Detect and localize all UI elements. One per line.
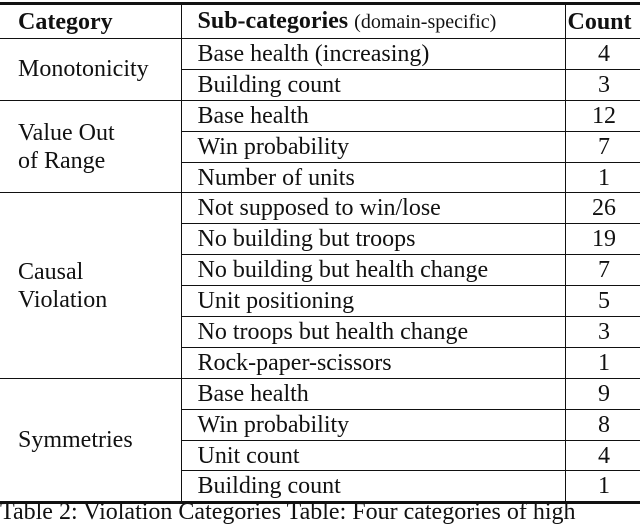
subcategory-cell: No building but troops xyxy=(181,224,565,255)
count-cell: 3 xyxy=(565,69,640,100)
subcategory-cell: Number of units xyxy=(181,162,565,193)
header-subcategories-note: (domain-specific) xyxy=(354,11,497,33)
category-cell: Symmetries xyxy=(0,378,181,503)
subcategory-cell: Win probability xyxy=(181,131,565,162)
count-cell: 26 xyxy=(565,193,640,224)
count-cell: 12 xyxy=(565,100,640,131)
count-cell: 1 xyxy=(565,162,640,193)
subcategory-cell: Building count xyxy=(181,471,565,503)
subcategory-cell: Building count xyxy=(181,69,565,100)
table-row xyxy=(0,193,640,224)
count-cell: 7 xyxy=(565,131,640,162)
subcategory-cell: Unit positioning xyxy=(181,286,565,317)
header-category: Category xyxy=(0,4,181,39)
table-row xyxy=(0,39,640,70)
violation-categories-table xyxy=(0,2,640,504)
count-cell: 9 xyxy=(565,378,640,409)
subcategory-cell: Win probability xyxy=(181,409,565,440)
count-cell: 4 xyxy=(565,440,640,471)
category-cell: Causal Violation xyxy=(0,193,181,378)
subcategory-cell: Rock-paper-scissors xyxy=(181,347,565,378)
count-cell: 4 xyxy=(565,39,640,70)
count-cell: 1 xyxy=(565,471,640,503)
header-subcategories xyxy=(181,4,565,39)
count-cell: 8 xyxy=(565,409,640,440)
header-count: Count xyxy=(565,4,640,39)
table-row xyxy=(0,378,640,409)
category-cell: Monotonicity xyxy=(0,39,181,101)
table-caption: Table 2: Violation Categories Table: Four categories of high xyxy=(0,499,576,525)
count-cell: 19 xyxy=(565,224,640,255)
count-cell: 3 xyxy=(565,317,640,348)
header-subcategories-label: Sub-categories xyxy=(197,8,349,34)
subcategory-cell: Base health xyxy=(181,378,565,409)
subcategory-cell: No troops but health change xyxy=(181,317,565,348)
category-cell: Value Out of Range xyxy=(0,100,181,193)
subcategory-cell: Base health xyxy=(181,100,565,131)
count-cell: 7 xyxy=(565,255,640,286)
subcategory-cell: Unit count xyxy=(181,440,565,471)
table-row xyxy=(0,100,640,131)
header-row xyxy=(0,4,640,39)
subcategory-cell: No building but health change xyxy=(181,255,565,286)
count-cell: 5 xyxy=(565,286,640,317)
subcategory-cell: Base health (increasing) xyxy=(181,39,565,70)
subcategory-cell: Not supposed to win/lose xyxy=(181,193,565,224)
count-cell: 1 xyxy=(565,347,640,378)
